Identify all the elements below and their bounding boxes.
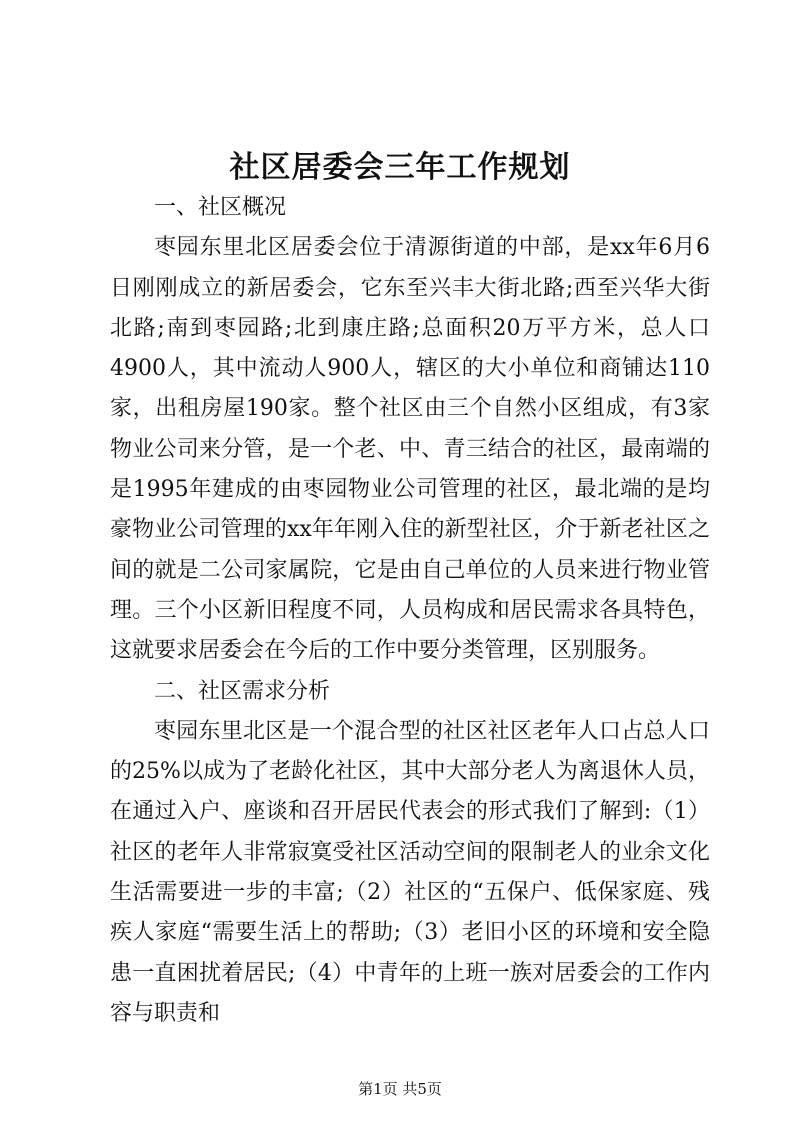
paragraph-overview: 枣园东里北区居委会位于清源街道的中部，是xx年6月6日刚刚成立的新居委会，它东至兴丰大街北路;西至兴华大街北路;南到枣园路;北到康庄路;总面积20万平方米，总人口4900人，其中流动人900人，辖区的大小单位和商铺达110家，出租房屋190家。整个社区由三个自然小区组成，有3家物业公司来分管，是一个老、中、青三结合的社区，最南端的是1995年建成的由枣园物业公司管理的社区，最北端的是均豪物业公司管理的xx年年刚入住的新型社区，介于新老社区之间的就是二公司家属院，它是由自己单位的人员来进行物业管理。三个小区新旧程度不同，人员构成和居民需求各具特色，这就要求居委会在今后的工作中要分类管理，区别服务。 <box>110 235 710 664</box>
section-heading-needs: 二、社区需求分析 <box>154 678 331 704</box>
document-title: 社区居委会三年工作规划 <box>229 150 571 185</box>
paragraph-needs: 枣园东里北区是一个混合型的社区社区老年人口占总人口的25%以成为了老龄化社区，其中大部分老人为离退休人员，在通过入户、座谈和召开居民代表会的形式我们了解到:（1）社区的老年人非常寂寞受社区活动空间的限制老人的业余文化生活需要进一步的丰富;（2）社区的“五保户、低保家庭、残疾人家庭“需要生活上的帮助;（3）老旧小区的环境和安全隐患一直困扰着居民;（4）中青年的上班一族对居委会的工作内容与职责和 <box>110 718 710 1026</box>
page-footer: 第1页 共5页 <box>358 1080 442 1098</box>
document-body <box>110 188 710 1034</box>
section-heading-overview: 一、社区概况 <box>154 195 287 220</box>
